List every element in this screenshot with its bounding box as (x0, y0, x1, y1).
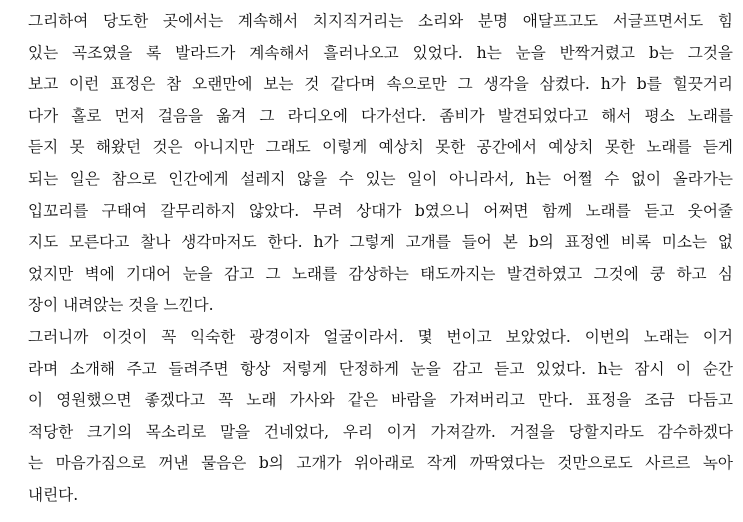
text-line: 되는 일은 참으로 인간에게 설레지 않을 수 있는 일이 아니라서, h는 어쩔 수 없이 올라가는 (28, 169, 733, 188)
text-line: 는 마음가짐으로 꺼낸 물음은 b의 고개가 위아래로 작게 까딱였다는 것만으로도 사르르 녹아 (28, 454, 733, 473)
paragraph-1 (28, 6, 733, 322)
text-line: 지도 모른다고 찰나 생각마저도 한다. h가 그렇게 고개를 들어 본 b의 표정엔 비록 미소는 없 (28, 233, 733, 252)
text-line: 이 영원했으면 좋겠다고 꼭 노래 가사와 같은 바람을 가져버리고 만다. 표정을 조금 다듬고 (28, 391, 733, 410)
paragraph-2 (28, 322, 733, 512)
text-line: 적당한 크기의 목소리로 말을 건네었다, 우리 이거 가져갈까. 거절을 당할지라도 감수하겠다 (28, 422, 733, 441)
text-line: 다가 홀로 먼저 걸음을 옮겨 그 라디오에 다가선다. 좀비가 발견되었다고 해서 평소 노래를 (28, 106, 733, 125)
text-line: 그러니까 이것이 꼭 익숙한 광경이자 얼굴이라서. 몇 번이고 보았었다. 이번의 노래는 이거 (28, 327, 733, 346)
text-line: 그리하여 당도한 곳에서는 계속해서 치지직거리는 소리와 분명 애달프고도 서글프면서도 힘 (28, 12, 733, 30)
text-line: 라며 소개해 주고 들려주면 항상 저렇게 단정하게 눈을 감고 듣고 있었다. h는 잠시 이 순간 (28, 359, 733, 378)
text-line: 있는 곡조였을 록 발라드가 계속해서 흘러나오고 있었다. h는 눈을 반짝거렸고 b는 그것을 (28, 43, 733, 62)
text-line: 입꼬리를 구태여 갈무리하지 않았다. 무려 상대가 b였으니 어쩌면 함께 노래를 듣고 웃어줄 (28, 201, 733, 220)
text-line: 었지만 벽에 기대어 눈을 감고 그 노래를 감상하는 태도까지는 발견하였고 그것에 쿵 하고 심 (28, 264, 733, 283)
text-line: 보고 이런 표정은 참 오랜만에 보는 것 같다며 속으로만 그 생각을 삼켰다. h가 b를 힐끗거리 (28, 75, 733, 94)
text-line: 듣지 못 해왔던 것은 아니지만 그래도 이렇게 예상치 못한 공간에서 예상치 못한 노래를 듣게 (28, 138, 733, 157)
text-line: 장이 내려앉는 것을 느낀다. (28, 296, 214, 315)
text-line: 내린다. (28, 485, 79, 504)
